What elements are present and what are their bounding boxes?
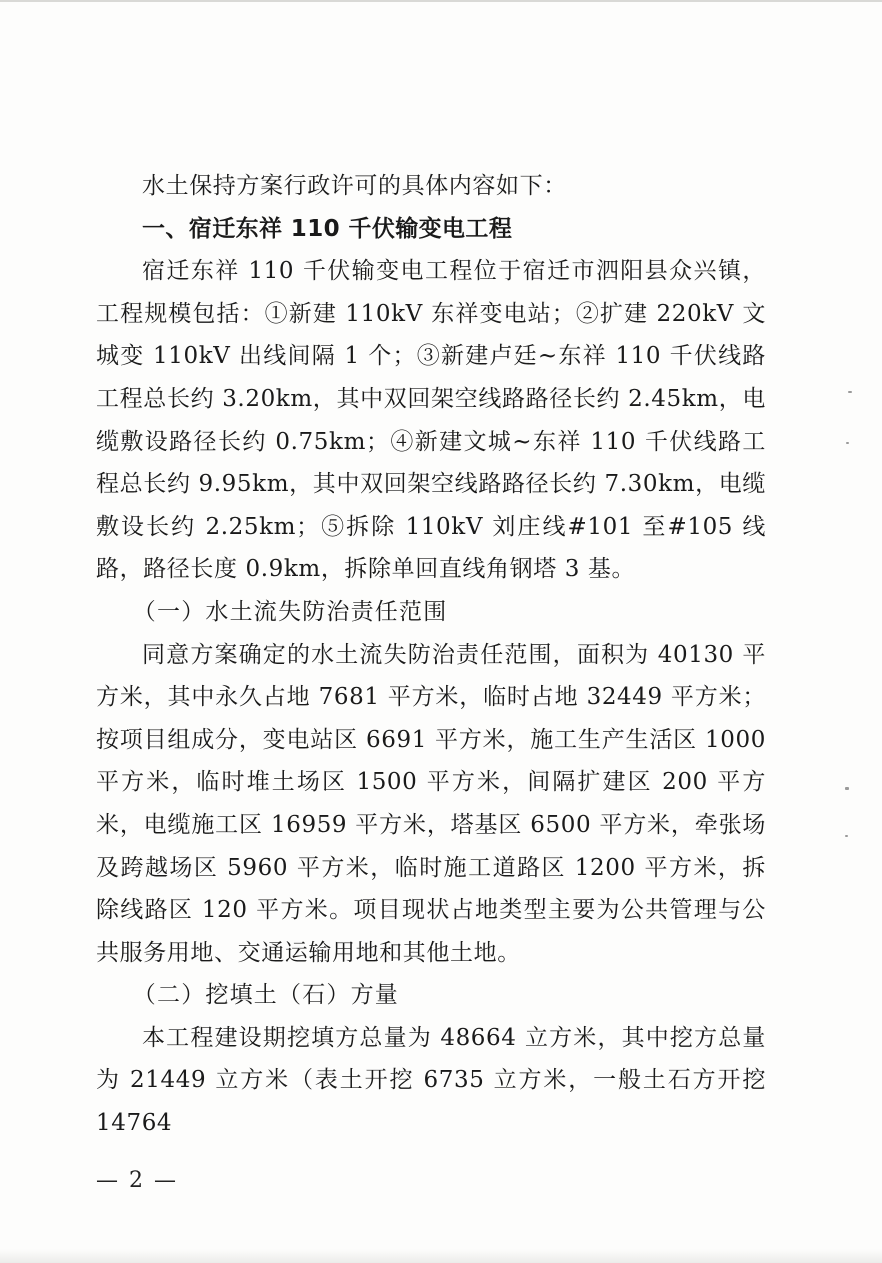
responsibility-scope-paragraph: 同意方案确定的水土流失防治责任范围，面积为 40130 平方米，其中永久占地 7681 平方米，临时占地 32449 平方米；按项目组成分，变电站区 6691 平方米，施工生产生活区 1000 平方米，临时堆土场区 1500 平方米，间隔扩建区 200 平方米，电缆施工区 16959 平方米，塔基区 6500 平方米，牵张场及跨越场区 5960 平方米，临时施工道路区 1200 平方米，拆除线路区 120 平方米。项目现状占地类型主要为公共管理与公共服务用地、交通运输用地和其他土地。 [96,641,766,966]
page-top-edge [0,0,882,2]
page-bottom-edge [0,1249,882,1263]
intro-paragraph: 水土保持方案行政许可的具体内容如下： [142,173,567,199]
earthwork-heading: （二）挖填土（石）方量 [132,982,399,1009]
scan-speck [845,787,849,790]
page-number: — 2 — [96,1168,178,1193]
earthwork-paragraph: 本工程建设期挖填方总量为 48664 立方米，其中挖方总量为 21449 立方米（表土开挖 6735 立方米，一般土石方开挖 14764 [96,1024,766,1137]
section-heading: 一、宿迁东祥 110 千伏输变电工程 [142,215,513,242]
responsibility-scope-heading: （一）水土流失防治责任范围 [132,598,448,625]
scan-speck [845,835,848,837]
scan-speck [846,442,849,444]
scan-speck [848,391,852,393]
document-body [96,165,766,1145]
project-description-paragraph: 宿迁东祥 110 千伏输变电工程位于宿迁市泗阳县众兴镇，工程规模包括：①新建 110kV 东祥变电站；②扩建 220kV 文城变 110kV 出线间隔 1 个；③新建卢廷~东祥 110 千伏线路工程总长约 3.20km，其中双回架空线路路径长约 2.45km，电缆敷设路径长约 0.75km；④新建文城~东祥 110 千伏线路工程总长约 9.95km，其中双回架空线路路径长约 7.30km，电缆敷设长约 2.25km；⑤拆除 110kV 刘庄线#101 至#105 线路，路径长度 0.9km，拆除单回直线角钢塔 3 基。 [96,258,766,583]
